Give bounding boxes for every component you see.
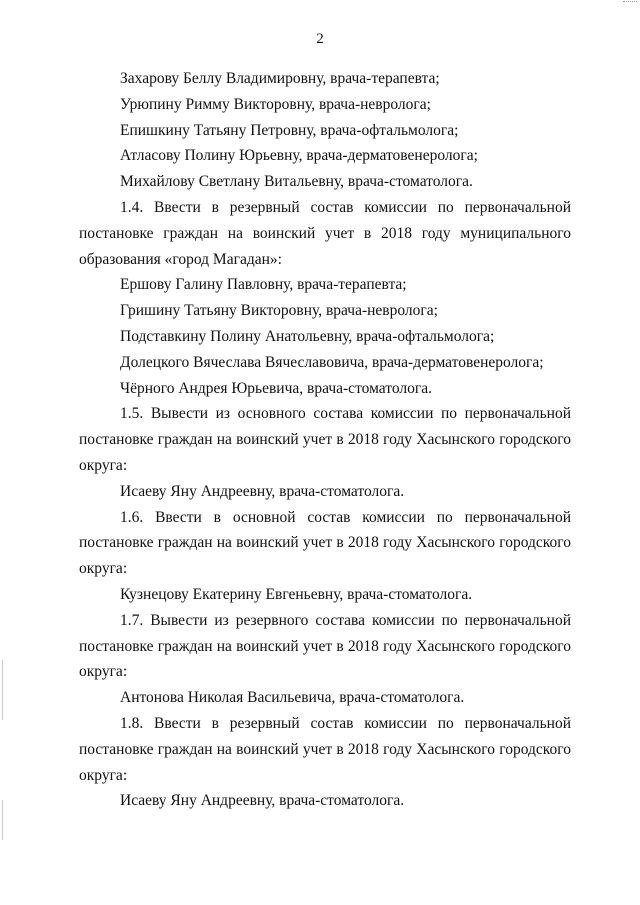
paragraph-1-7-line: постановке граждан на воинский учет в 2018 году Хасынского городского [79,637,571,655]
list-item: Долецкого Вячеслава Вячеславовича, врача-дерматовенеролога; [120,353,544,371]
list-item: Подставкину Полину Анатольевну, врача-офтальмолога; [120,327,495,345]
scan-corner-mark [623,1,637,4]
list-item: Кузнецову Екатерину Евгеньевну, врача-стоматолога. [120,585,473,603]
paragraph-1-8-line: 1.8. Ввести в резервный состав комиссии по первоначальной [120,714,571,732]
paragraph-1-8-line: постановке граждан на воинский учет в 2018 году Хасынского городского [79,740,571,758]
paragraph-1-6-line: 1.6. Ввести в основной состав комиссии по первоначальной [120,508,571,526]
list-item: Гришину Татьяну Викторовну, врача-невролога; [120,302,438,320]
list-item: Атласову Полину Юрьевну, врача-дерматовенеролога; [120,147,478,165]
paragraph-1-5-line: постановке граждан на воинский учет в 2018 году Хасынского городского [79,431,571,449]
list-item: Захарову Беллу Владимировну, врача-терапевта; [120,70,440,87]
scan-edge-mark [2,660,3,720]
paragraph-1-4-line: образования «город Магадан»: [79,250,282,268]
page-number: 2 [316,31,324,47]
paragraph-1-4-line: постановке граждан на воинский учет в 2018 году муниципального [79,224,571,242]
list-item: Исаеву Яну Андреевну, врача-стоматолога. [120,482,405,500]
list-item: Урюпину Римму Викторовну, врача-невролога; [120,95,431,113]
paragraph-1-4-line: 1.4. Ввести в резервный состав комиссии по первоначальной [120,198,571,216]
list-item: Антонова Николая Васильевича, врача-стоматолога. [120,689,465,707]
paragraph-1-8-line: округа: [79,766,128,784]
paragraph-1-7-line: округа: [79,663,128,681]
paragraph-1-6-line: округа: [79,560,128,578]
list-item: Чёрного Андрея Юрьевича, врача-стоматолога. [120,379,432,397]
list-item: Исаеву Яну Андреевну, врача-стоматолога. [120,792,405,810]
list-item: Епишкину Татьяну Петровну, врача-офтальмолога; [120,121,459,139]
paragraph-1-7-line: 1.7. Вывести из резервного состава комиссии по первоначальной [120,611,571,629]
paragraph-1-6-line: постановке граждан на воинский учет в 2018 году Хасынского городского [79,534,571,552]
document-body [79,66,571,814]
list-item: Михайлову Светлану Витальевну, врача-стоматолога. [120,173,473,191]
scan-edge-mark [2,800,3,840]
list-item: Ершову Галину Павловну, врача-терапевта; [120,276,407,294]
paragraph-1-5-line: округа: [79,456,128,474]
paragraph-1-5-line: 1.5. Вывести из основного состава комиссии по первоначальной [120,405,571,423]
